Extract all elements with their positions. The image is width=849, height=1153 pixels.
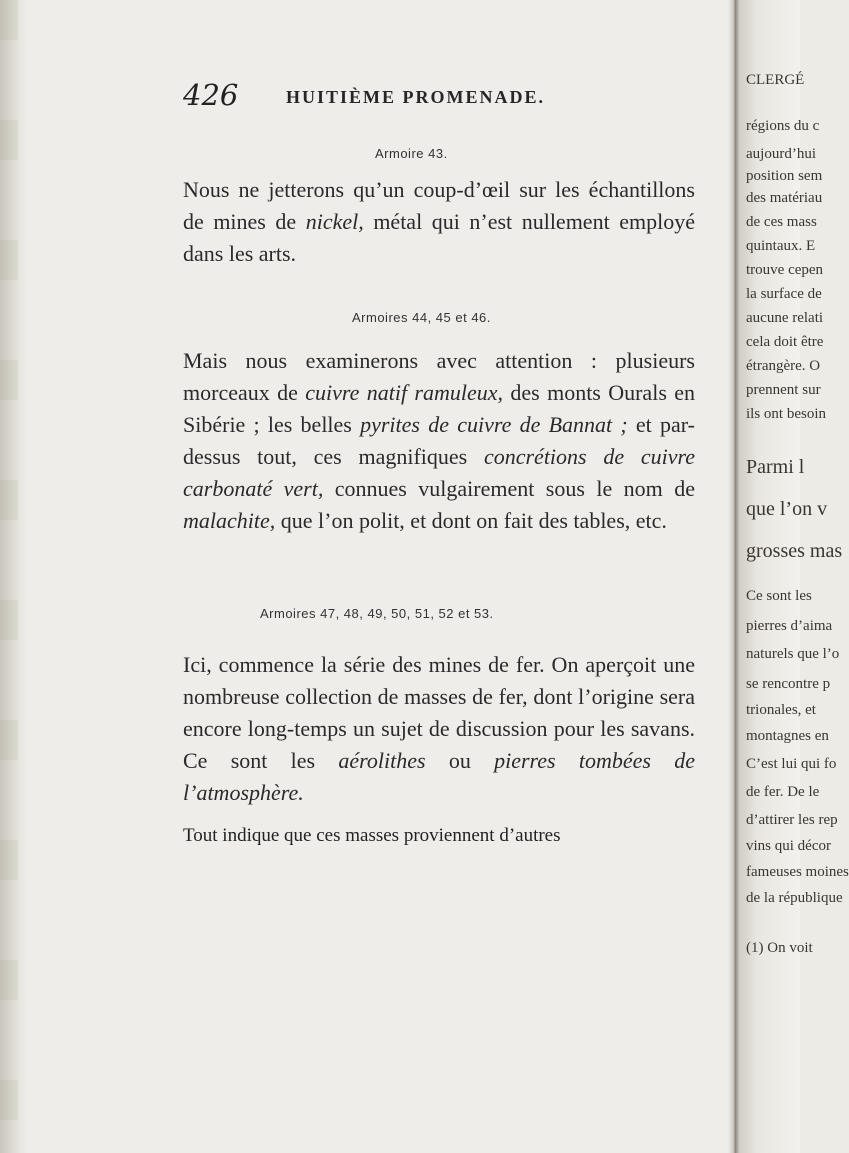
adjacent-page-line: pierres d’aima [746,618,833,634]
italic-term-nickel: nickel, [305,209,364,234]
paragraph-fer [183,649,695,809]
text-run: des monts Ourals en Sibérie ; les belles [183,380,695,437]
adjacent-page-line: montagnes en [746,728,829,744]
adjacent-page-line: cela doit être [746,334,824,350]
adjacent-page-line: régions du c [746,118,820,134]
closing-line: Tout indique que ces masses proviennent d’autres [183,825,561,846]
adjacent-page-line: trionales, et [746,702,816,718]
adjacent-page-line: aujourd’hui [746,146,816,162]
page-stain [0,0,18,1153]
adjacent-page-line: étrangère. O [746,358,821,374]
running-title: HUITIÈME PROMENADE. [286,87,546,107]
paragraph-nickel [183,174,695,270]
text-run: Ici, commence la série des mines de fer. On aperçoit une nombreuse collection de masses de fer, dont l’origine sera encore long-temps un sujet de discussion pour les savans. Ce sont les [183,652,695,773]
adjacent-page-line: aucune relati [746,310,824,326]
text-run: métal qui n’est nullement employé dans les arts. [183,209,695,266]
text-run: et par-dessus tout, ces magnifiques [183,412,695,469]
text-run: Mais nous examinerons avec attention : plusieurs morceaux de [183,348,695,405]
adjacent-page-line: Ce sont les [746,588,812,604]
adjacent-page-line: fameuses moines [746,864,849,880]
adjacent-page-line: naturels que l’o [746,646,840,662]
adjacent-page-line: des matériau [746,190,823,206]
adjacent-page-line: la surface de [746,286,822,302]
adjacent-page-line: grosses mas [746,540,843,562]
text-run: connues vulgairement sous le nom de [323,476,695,501]
adjacent-page-line: quintaux. E [746,238,816,254]
adjacent-page-line: d’attirer les rep [746,812,838,828]
adjacent-page-line: trouve cepen [746,262,824,278]
adjacent-page-line: de la république [746,890,843,906]
italic-term-cuivre-natif: cuivre natif ramuleux, [305,380,504,405]
page-header [183,78,693,118]
adjacent-page-line: (1) On voit [746,940,813,956]
page-number: 426 [183,78,239,112]
adjacent-page-line: se rencontre p [746,676,831,692]
adjacent-page-fragment [740,0,849,1153]
caption-armoires-44-46: Armoires 44, 45 et 46. [352,310,491,325]
caption-armoire-43: Armoire 43. [375,146,448,161]
adjacent-page-line: C’est lui qui fo [746,756,837,772]
caption-armoires-47-53: Armoires 47, 48, 49, 50, 51, 52 et 53. [260,606,494,621]
italic-term-pyrites: pyrites de cuivre de Bannat ; [360,412,628,437]
adjacent-page-line: que l’on v [746,498,828,520]
book-spine [728,0,740,1153]
italic-term-pierres-tombees: pierres tombées de l’atmosphère. [183,748,695,805]
adjacent-page-line: prennent sur [746,382,821,398]
adjacent-page-line: vins qui décor [746,838,831,854]
paragraph-cuivre [183,345,695,537]
adjacent-page-line: de fer. De le [746,784,820,800]
adjacent-page-line: ils ont besoin [746,406,827,422]
text-run: que l’on polit, et dont on fait des tables, etc. [275,508,667,533]
adjacent-page-line: CLERGÉ [746,72,805,88]
adjacent-page-line: position sem [746,168,823,184]
italic-term-malachite: malachite, [183,508,276,533]
italic-term-aerolithes: aérolithes [338,748,426,773]
adjacent-page-line: Parmi l [746,456,805,478]
adjacent-page-line: de ces mass [746,214,817,230]
text-run: ou [425,748,495,773]
italic-term-concretions: concrétions de cuivre carbonaté vert, [183,444,695,501]
text-run: Nous ne jetterons qu’un coup-d’œil sur les échantillons de mines de [183,177,695,234]
